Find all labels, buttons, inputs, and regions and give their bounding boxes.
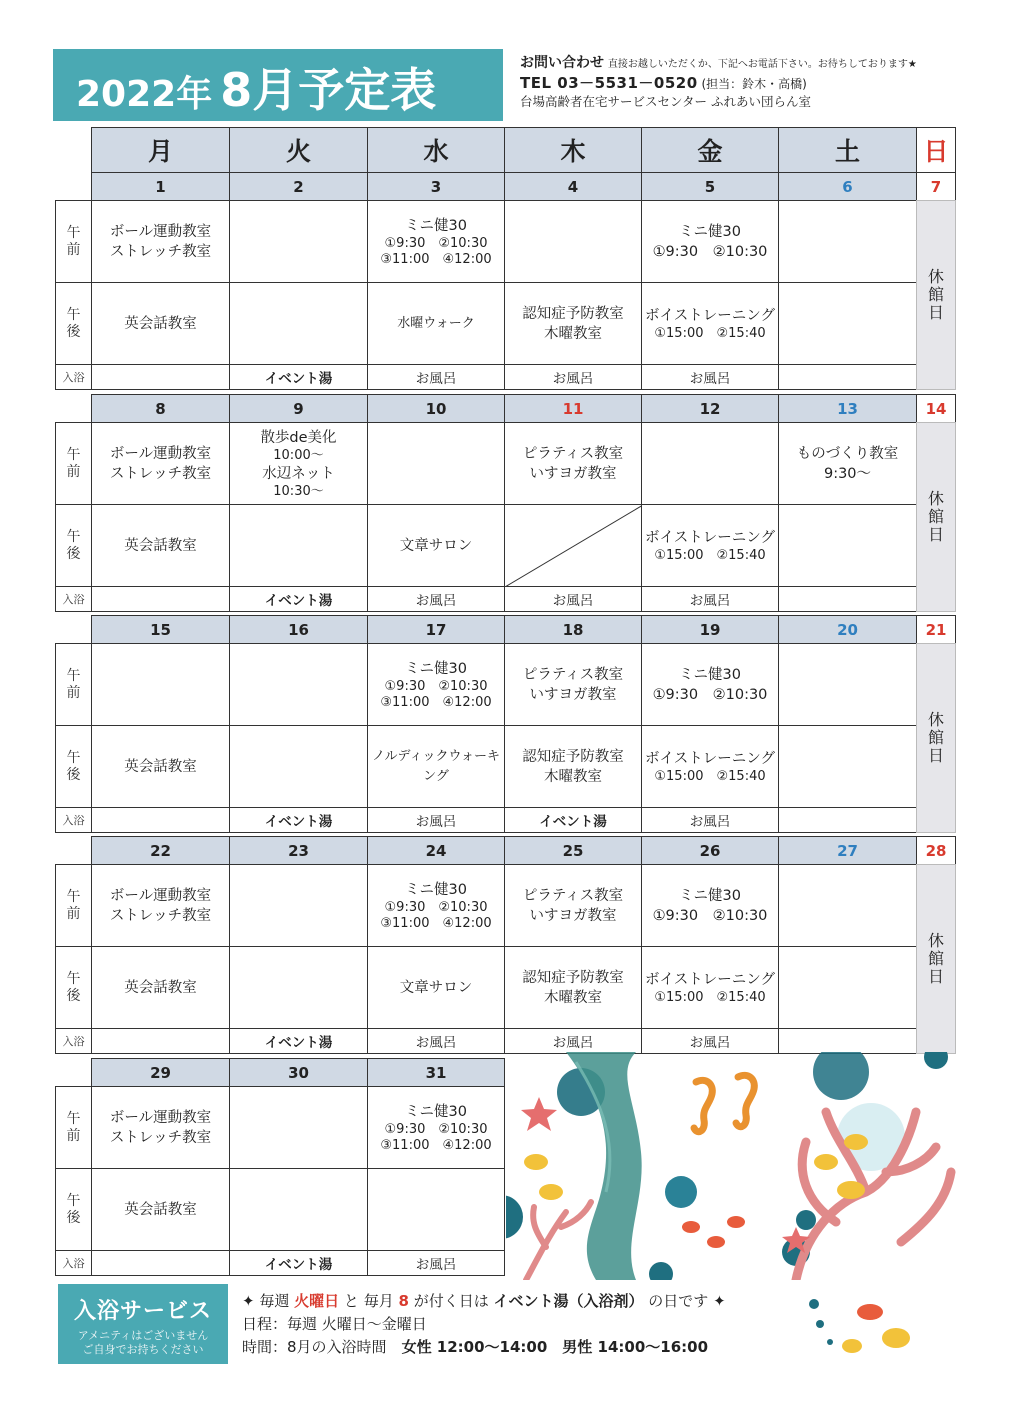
bath-row-label — [55, 807, 92, 833]
pm-row-label — [55, 725, 92, 808]
weekday-header — [778, 127, 917, 173]
event-title: 認知症予防教室 木曜教室 — [522, 748, 624, 785]
event-time: ①15:00 ②15:40 — [654, 989, 766, 1005]
date-label: 10 — [425, 399, 447, 418]
event-bath-text: イベント湯 — [264, 593, 333, 609]
pm-event-cell — [229, 504, 368, 587]
date-number — [229, 1058, 368, 1087]
date-number — [916, 836, 956, 865]
am-event-cell — [778, 200, 917, 283]
date-label: 7 — [930, 177, 942, 196]
bath-cell — [229, 586, 368, 612]
weekday-label: 火 — [285, 137, 311, 166]
bath-label-text: 入浴 — [62, 370, 85, 384]
am-event-cell — [91, 864, 230, 947]
weekday-label: 月 — [147, 137, 173, 166]
bath-row-label — [55, 364, 92, 390]
bath-text: お風呂 — [552, 1035, 594, 1051]
bath-cell — [504, 364, 642, 390]
page-title — [76, 60, 436, 131]
closed-label: 休 館 日 — [927, 489, 944, 544]
date-number — [641, 836, 779, 865]
bath-cell — [91, 364, 230, 390]
am-row-label — [55, 422, 92, 505]
bath-text: お風呂 — [552, 593, 594, 609]
am-event-cell — [229, 1086, 368, 1169]
date-number — [778, 172, 917, 201]
event-title: 英会話教室 — [124, 537, 197, 554]
date-number — [916, 394, 956, 423]
event-title: ミニ健30 — [405, 881, 467, 898]
pm-event-cell — [778, 725, 917, 808]
date-label: 9 — [293, 399, 304, 418]
closed-label: 休 館 日 — [927, 267, 944, 322]
date-number — [229, 615, 368, 644]
am-event-cell — [91, 643, 230, 726]
am-label-text: 午 前 — [66, 667, 81, 701]
date-label: 2 — [293, 177, 304, 196]
event-title: ものづくり教室 9:30～ — [796, 445, 899, 482]
weekday-header — [916, 127, 956, 173]
am-event-cell — [367, 864, 505, 947]
am-event-cell — [367, 643, 505, 726]
fish-illustration — [800, 1290, 930, 1360]
date-label: 22 — [150, 841, 171, 860]
pm-event-cell — [778, 504, 917, 587]
event-title: ボール運動教室 ストレッチ教室 — [109, 887, 212, 924]
closed-day-cell — [916, 864, 956, 1054]
event-title: 英会話教室 — [124, 315, 197, 332]
am-event-cell — [367, 422, 505, 505]
bath-label-text: 入浴 — [62, 813, 85, 827]
date-number — [367, 615, 505, 644]
weekday-label: 水 — [423, 137, 449, 166]
date-label: 19 — [699, 620, 721, 639]
pm-event-cell — [91, 504, 230, 587]
bath-label-text: 入浴 — [62, 1256, 85, 1270]
am-row-label — [55, 200, 92, 283]
event-time: ①15:00 ②15:40 — [654, 325, 766, 341]
bath-text: お風呂 — [689, 1035, 731, 1051]
bath-cell — [367, 807, 505, 833]
date-number — [504, 172, 642, 201]
pm-event-cell — [367, 725, 505, 808]
bath-cell — [91, 1250, 230, 1276]
event-title: ボール運動教室 ストレッチ教室 — [109, 1109, 212, 1146]
bath-cell — [367, 1250, 505, 1276]
bath-cell — [367, 364, 505, 390]
event-title: ミニ健30 — [405, 1103, 467, 1120]
date-label: 16 — [288, 620, 309, 639]
bath-cell — [641, 586, 779, 612]
bath-text: お風呂 — [689, 593, 731, 609]
pm-event-cell — [229, 946, 368, 1029]
date-label: 4 — [567, 177, 579, 196]
am-event-cell — [504, 864, 642, 947]
bath-row-label — [55, 586, 92, 612]
pm-event-cell — [504, 946, 642, 1029]
event-title: ミニ健30 ①9:30 ②10:30 — [652, 223, 768, 260]
event-title: ピラティス教室 いすヨガ教室 — [522, 666, 624, 703]
event-bath-text: イベント湯 — [264, 1035, 333, 1051]
date-number — [229, 836, 368, 865]
title-month: 8月予定表 — [220, 63, 437, 117]
weekday-label: 日 — [923, 137, 949, 166]
am-event-cell — [641, 864, 779, 947]
date-number — [367, 836, 505, 865]
pm-row-label — [55, 1168, 92, 1251]
pm-event-cell — [778, 946, 917, 1029]
event-title: ボイストレーニング — [644, 971, 776, 988]
am-event-cell — [641, 422, 779, 505]
date-label: 8 — [155, 399, 166, 418]
date-label: 26 — [699, 841, 721, 860]
event-title: ボイストレーニング — [644, 750, 776, 767]
date-label: 21 — [925, 620, 947, 639]
date-number — [916, 172, 956, 201]
bath-cell — [229, 364, 368, 390]
event-title: ミニ健30 — [405, 660, 467, 677]
date-number — [91, 394, 230, 423]
pm-event-cell — [91, 946, 230, 1029]
date-label: 24 — [425, 841, 447, 860]
event-title: ミニ健30 ①9:30 ②10:30 — [652, 666, 768, 703]
event-title: ミニ健30 — [405, 217, 467, 234]
event-title: ボール運動教室 ストレッチ教室 — [109, 445, 212, 482]
event-title: 英会話教室 — [124, 1201, 197, 1218]
bath-cell — [91, 586, 230, 612]
contact-org: 台場高齢者在宅サービスセンター ふれあい団らん室 — [520, 94, 811, 109]
event-time: ①15:00 ②15:40 — [654, 768, 766, 784]
am-event-cell — [367, 1086, 505, 1169]
bath-text: お風呂 — [415, 593, 457, 609]
event-title: 認知症予防教室 木曜教室 — [522, 305, 624, 342]
event-title: ミニ健30 ①9:30 ②10:30 — [652, 887, 768, 924]
bath-service-note: アメニティはございません ご自身でお持ちください — [77, 1329, 209, 1356]
pm-row-label — [55, 282, 92, 365]
contact-tel[interactable]: TEL 03－5531－0520 — [520, 74, 698, 92]
pm-label-text: 午 後 — [66, 528, 81, 562]
bath-cell — [504, 1028, 642, 1054]
date-number — [229, 394, 368, 423]
event-title: 文章サロン — [399, 537, 473, 554]
am-label-text: 午 前 — [66, 446, 81, 480]
date-label: 27 — [837, 841, 858, 860]
bath-cell — [229, 807, 368, 833]
event-title: ピラティス教室 いすヨガ教室 — [522, 445, 624, 482]
pm-event-cell — [367, 504, 505, 587]
date-number — [367, 394, 505, 423]
bath-label-text: 入浴 — [62, 592, 85, 606]
bath-text: お風呂 — [689, 814, 731, 830]
bath-cell — [778, 807, 917, 833]
bath-cell — [504, 586, 642, 612]
am-row-label — [55, 643, 92, 726]
pm-event-cell — [504, 504, 642, 587]
pm-row-label — [55, 504, 92, 587]
am-event-cell — [229, 643, 368, 726]
contact-label: お問い合わせ — [520, 55, 604, 71]
date-number — [504, 394, 642, 423]
event-bath-text: イベント湯 — [539, 814, 607, 830]
am-event-cell — [641, 643, 779, 726]
pm-event-cell — [778, 282, 917, 365]
closed-label: 休 館 日 — [927, 931, 944, 986]
bath-cell — [504, 807, 642, 833]
pm-label-text: 午 後 — [66, 306, 81, 340]
bath-cell — [229, 1250, 368, 1276]
bath-service-title: 入浴サービス — [73, 1299, 212, 1324]
bath-label-text: 入浴 — [62, 1034, 85, 1048]
date-number — [91, 836, 230, 865]
am-label-text: 午 前 — [66, 1110, 81, 1144]
bath-text: お風呂 — [415, 371, 457, 387]
event-title: ボール運動教室 ストレッチ教室 — [109, 223, 212, 260]
bath-cell — [778, 364, 917, 390]
bath-info-line1: ✦ 毎週 火曜日 と 毎月 8 が付く日は イベント湯（入浴剤） の日です ✦ — [242, 1292, 726, 1310]
am-row-label — [55, 1086, 92, 1169]
date-label: 29 — [150, 1063, 171, 1082]
weekday-header — [91, 127, 230, 173]
date-number — [367, 1058, 505, 1087]
date-label: 11 — [562, 399, 584, 418]
date-number — [778, 394, 917, 423]
date-label: 15 — [150, 620, 171, 639]
no-class-diagonal — [505, 505, 643, 587]
event-title: 水辺ネット — [262, 465, 335, 482]
bath-service-badge — [58, 1284, 228, 1364]
bath-info-schedule: 日程：毎週 火曜日～金曜日 — [242, 1315, 427, 1333]
bath-cell — [641, 807, 779, 833]
pm-label-text: 午 後 — [66, 749, 81, 783]
event-time: ①15:00 ②15:40 — [654, 547, 766, 563]
contact-info — [520, 54, 1000, 111]
event-bath-text: イベント湯 — [264, 371, 333, 387]
date-number — [91, 1058, 230, 1087]
event-title: ピラティス教室 いすヨガ教室 — [522, 887, 624, 924]
bath-cell — [778, 1028, 917, 1054]
date-label: 17 — [425, 620, 447, 639]
event-title: ボイストレーニング — [644, 307, 776, 324]
event-title: ボイストレーニング — [644, 529, 776, 546]
bath-service-info — [242, 1290, 802, 1359]
pm-event-cell — [504, 282, 642, 365]
am-event-cell — [504, 643, 642, 726]
event-title: 水曜ウォーク — [397, 315, 475, 331]
event-title: 散歩de美化 — [260, 429, 337, 446]
am-label-text: 午 前 — [66, 224, 81, 258]
am-event-cell — [778, 864, 917, 947]
date-label: 20 — [837, 620, 858, 639]
am-event-cell — [778, 643, 917, 726]
weekday-header — [229, 127, 368, 173]
pm-label-text: 午 後 — [66, 970, 81, 1004]
date-label: 3 — [430, 177, 442, 196]
bath-cell — [229, 1028, 368, 1054]
am-event-cell — [367, 200, 505, 283]
event-title: 文章サロン — [399, 979, 473, 996]
pm-event-cell — [367, 282, 505, 365]
pm-event-cell — [367, 946, 505, 1029]
date-number — [778, 615, 917, 644]
pm-event-cell — [641, 946, 779, 1029]
bath-cell — [367, 586, 505, 612]
pm-event-cell — [229, 725, 368, 808]
bath-row-label — [55, 1250, 92, 1276]
am-event-cell — [504, 200, 642, 283]
pm-event-cell — [91, 1168, 230, 1251]
bath-cell — [778, 586, 917, 612]
am-event-cell — [641, 200, 779, 283]
event-title: 英会話教室 — [124, 979, 197, 996]
am-event-cell — [229, 200, 368, 283]
pm-label-text: 午 後 — [66, 1192, 81, 1226]
date-number — [367, 172, 505, 201]
bath-text: お風呂 — [415, 1257, 457, 1273]
date-number — [504, 836, 642, 865]
date-label: 1 — [155, 177, 166, 196]
event-time: 10:00～ — [273, 447, 324, 463]
event-time: ①9:30 ②10:30 ③11:00 ④12:00 — [380, 235, 492, 267]
weekday-label: 土 — [834, 137, 860, 166]
weekday-header — [367, 127, 505, 173]
eight-highlight: 8 — [398, 1292, 409, 1310]
pm-event-cell — [504, 725, 642, 808]
date-number — [641, 172, 779, 201]
event-bath-label: イベント湯（入浴剤） — [493, 1292, 644, 1310]
date-label: 28 — [925, 841, 947, 860]
date-number — [229, 172, 368, 201]
am-event-cell — [229, 422, 368, 505]
weekday-label: 木 — [560, 137, 586, 166]
bath-cell — [91, 807, 230, 833]
date-label: 18 — [562, 620, 584, 639]
contact-note: 直接お越しいただくか、下記へお電話下さい。お待ちしております★ — [607, 59, 917, 70]
weekday-label: 金 — [697, 137, 723, 166]
tuesday-highlight: 火曜日 — [294, 1292, 340, 1310]
date-label: 23 — [288, 841, 309, 860]
date-label: 13 — [837, 399, 858, 418]
closed-day-cell — [916, 422, 956, 612]
event-bath-text: イベント湯 — [264, 814, 333, 830]
pm-event-cell — [641, 504, 779, 587]
bath-text: お風呂 — [415, 1035, 457, 1051]
date-label: 14 — [925, 399, 947, 418]
date-label: 30 — [288, 1063, 309, 1082]
event-time: ①9:30 ②10:30 ③11:00 ④12:00 — [380, 899, 492, 931]
weekday-header — [504, 127, 642, 173]
bath-text: お風呂 — [689, 371, 731, 387]
am-event-cell — [504, 422, 642, 505]
bath-text: お風呂 — [552, 371, 594, 387]
date-number — [641, 394, 779, 423]
pm-event-cell — [229, 282, 368, 365]
pm-event-cell — [641, 725, 779, 808]
date-number — [916, 615, 956, 644]
bath-row-label — [55, 1028, 92, 1054]
event-title: 英会話教室 — [124, 758, 197, 775]
bath-text: お風呂 — [415, 814, 457, 830]
date-label: 31 — [425, 1063, 447, 1082]
closed-day-cell — [916, 643, 956, 833]
am-event-cell — [91, 200, 230, 283]
am-event-cell — [229, 864, 368, 947]
date-label: 12 — [699, 399, 721, 418]
pm-row-label — [55, 946, 92, 1029]
bath-info-time: 時間：8月の入浴時間 女性 12:00～14:00 男性 14:00～16:00 — [242, 1338, 709, 1356]
date-number — [641, 615, 779, 644]
title-year: 2022年 — [76, 74, 213, 115]
closed-day-cell — [916, 200, 956, 390]
date-number — [91, 615, 230, 644]
date-number — [91, 172, 230, 201]
event-title: 認知症予防教室 木曜教室 — [522, 969, 624, 1006]
date-label: 5 — [704, 177, 716, 196]
am-event-cell — [778, 422, 917, 505]
pm-event-cell — [229, 1168, 368, 1251]
bath-cell — [641, 364, 779, 390]
am-event-cell — [91, 422, 230, 505]
event-bath-text: イベント湯 — [264, 1257, 333, 1273]
pm-event-cell — [91, 725, 230, 808]
am-row-label — [55, 864, 92, 947]
am-event-cell — [91, 1086, 230, 1169]
sea-illustration — [506, 1052, 956, 1280]
bath-cell — [91, 1028, 230, 1054]
closed-label: 休 館 日 — [927, 710, 944, 765]
date-label: 25 — [562, 841, 584, 860]
date-number — [778, 836, 917, 865]
event-time: 10:30～ — [273, 483, 324, 499]
contact-person: (担当：鈴木・高橋) — [701, 77, 807, 91]
pm-event-cell — [91, 282, 230, 365]
date-label: 6 — [842, 177, 853, 196]
am-label-text: 午 前 — [66, 888, 81, 922]
event-time: ①9:30 ②10:30 ③11:00 ④12:00 — [380, 678, 492, 710]
bath-cell — [367, 1028, 505, 1054]
event-time: ①9:30 ②10:30 ③11:00 ④12:00 — [380, 1121, 492, 1153]
date-number — [504, 615, 642, 644]
weekday-header — [641, 127, 779, 173]
bath-cell — [641, 1028, 779, 1054]
pm-event-cell — [367, 1168, 505, 1251]
pm-event-cell — [641, 282, 779, 365]
event-title: ノルディックウォーキング — [372, 748, 500, 784]
